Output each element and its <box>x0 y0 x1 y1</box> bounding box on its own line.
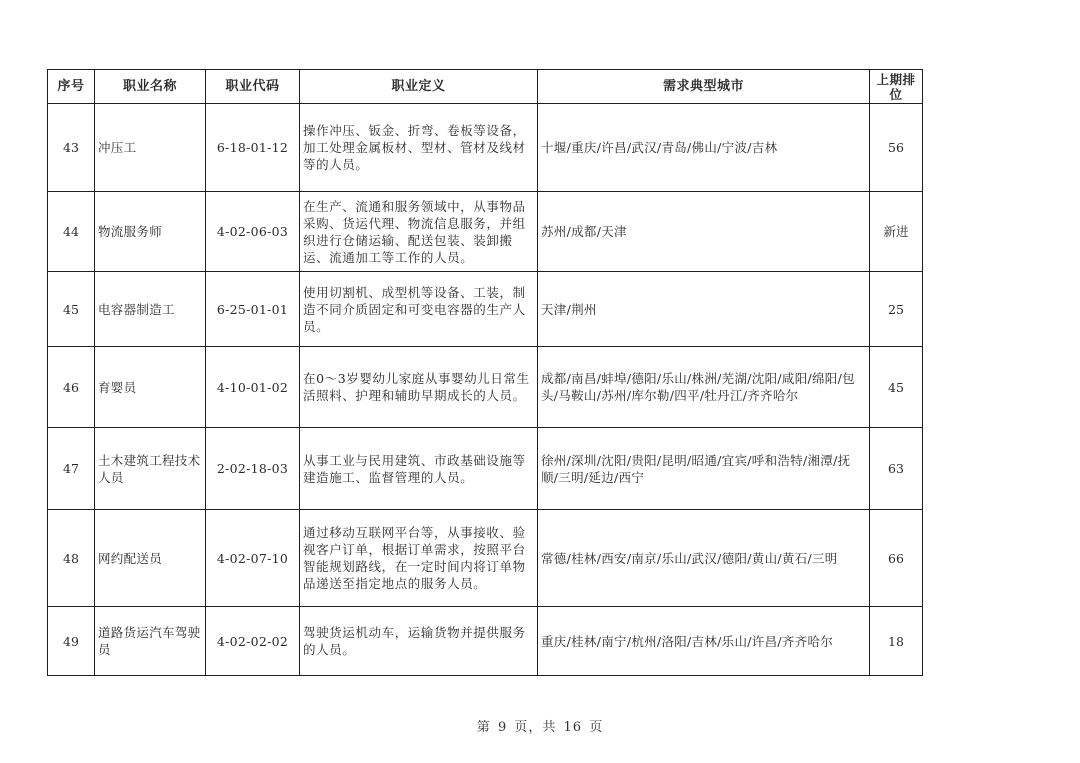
cell-definition: 在0～3岁婴幼儿家庭从事婴幼儿日常生活照料、护理和辅助早期成长的人员。 <box>300 347 538 428</box>
table-row <box>48 272 923 347</box>
page-footer <box>0 716 1080 735</box>
cell-code: 6-18-01-12 <box>206 104 300 192</box>
cell-name: 育婴员 <box>95 347 206 428</box>
cell-prev-rank: 56 <box>870 104 923 192</box>
cell-no: 45 <box>48 272 95 347</box>
cell-prev-rank: 新进 <box>870 192 923 272</box>
cell-no: 46 <box>48 347 95 428</box>
cell-no: 43 <box>48 104 95 192</box>
cell-cities: 成都/南昌/蚌埠/德阳/乐山/株洲/芜湖/沈阳/咸阳/绵阳/包头/马鞍山/苏州/库尔勒/四平/牡丹江/齐齐哈尔 <box>538 347 870 428</box>
cell-name: 土木建筑工程技术人员 <box>95 428 206 510</box>
cell-cities: 徐州/深圳/沈阳/贵阳/昆明/昭通/宜宾/呼和浩特/湘潭/抚顺/三明/延边/西宁 <box>538 428 870 510</box>
table-row <box>48 192 923 272</box>
cell-code: 4-10-01-02 <box>206 347 300 428</box>
cell-definition: 从事工业与民用建筑、市政基础设施等建造施工、监督管理的人员。 <box>300 428 538 510</box>
cell-prev-rank: 18 <box>870 607 923 676</box>
cell-name: 物流服务师 <box>95 192 206 272</box>
table-row <box>48 347 923 428</box>
cell-cities: 十堰/重庆/许昌/武汉/青岛/佛山/宁波/吉林 <box>538 104 870 192</box>
cell-prev-rank: 25 <box>870 272 923 347</box>
cell-code: 4-02-07-10 <box>206 510 300 607</box>
header-definition: 职业定义 <box>300 70 538 104</box>
table-row <box>48 428 923 510</box>
header-name: 职业名称 <box>95 70 206 104</box>
cell-prev-rank: 66 <box>870 510 923 607</box>
cell-no: 47 <box>48 428 95 510</box>
cell-name: 道路货运汽车驾驶员 <box>95 607 206 676</box>
header-code: 职业代码 <box>206 70 300 104</box>
cell-name: 电容器制造工 <box>95 272 206 347</box>
cell-code: 6-25-01-01 <box>206 272 300 347</box>
cell-prev-rank: 63 <box>870 428 923 510</box>
cell-prev-rank: 45 <box>870 347 923 428</box>
cell-code: 4-02-06-03 <box>206 192 300 272</box>
cell-cities: 天津/荆州 <box>538 272 870 347</box>
cell-definition: 通过移动互联网平台等，从事接收、验视客户订单，根据订单需求，按照平台智能规划路线，在一定时间内将订单物品递送至指定地点的服务人员。 <box>300 510 538 607</box>
current-page-number: 9 <box>497 720 508 735</box>
cell-no: 48 <box>48 510 95 607</box>
cell-definition: 使用切割机、成型机等设备、工装，制造不同介质固定和可变电容器的生产人员。 <box>300 272 538 347</box>
cell-code: 4-02-02-02 <box>206 607 300 676</box>
table-row <box>48 510 923 607</box>
table-body <box>48 104 923 676</box>
header-row <box>48 70 923 104</box>
cell-definition: 操作冲压、钣金、折弯、卷板等设备，加工处理金属板材、型材、管材及线材等的人员。 <box>300 104 538 192</box>
header-prev-rank: 上期排位 <box>870 70 923 104</box>
cell-no: 49 <box>48 607 95 676</box>
footer-suffix: 页 <box>589 720 604 735</box>
cell-cities: 常德/桂林/西安/南京/乐山/武汉/德阳/黄山/黄石/三明 <box>538 510 870 607</box>
header-no: 序号 <box>48 70 95 104</box>
total-pages-number: 16 <box>563 720 583 735</box>
cell-no: 44 <box>48 192 95 272</box>
occupation-table <box>47 69 923 676</box>
table-row <box>48 607 923 676</box>
cell-cities: 苏州/成都/天津 <box>538 192 870 272</box>
footer-middle: 页，共 <box>514 720 557 735</box>
header-cities: 需求典型城市 <box>538 70 870 104</box>
cell-definition: 驾驶货运机动车，运输货物并提供服务的人员。 <box>300 607 538 676</box>
footer-prefix: 第 <box>476 720 491 735</box>
cell-code: 2-02-18-03 <box>206 428 300 510</box>
table-row <box>48 104 923 192</box>
table-header <box>48 70 923 104</box>
cell-name: 冲压工 <box>95 104 206 192</box>
cell-definition: 在生产、流通和服务领域中，从事物品采购、货运代理、物流信息服务，并组织进行仓储运输、配送包装、装卸搬运、流通加工等工作的人员。 <box>300 192 538 272</box>
cell-cities: 重庆/桂林/南宁/杭州/洛阳/吉林/乐山/许昌/齐齐哈尔 <box>538 607 870 676</box>
cell-name: 网约配送员 <box>95 510 206 607</box>
